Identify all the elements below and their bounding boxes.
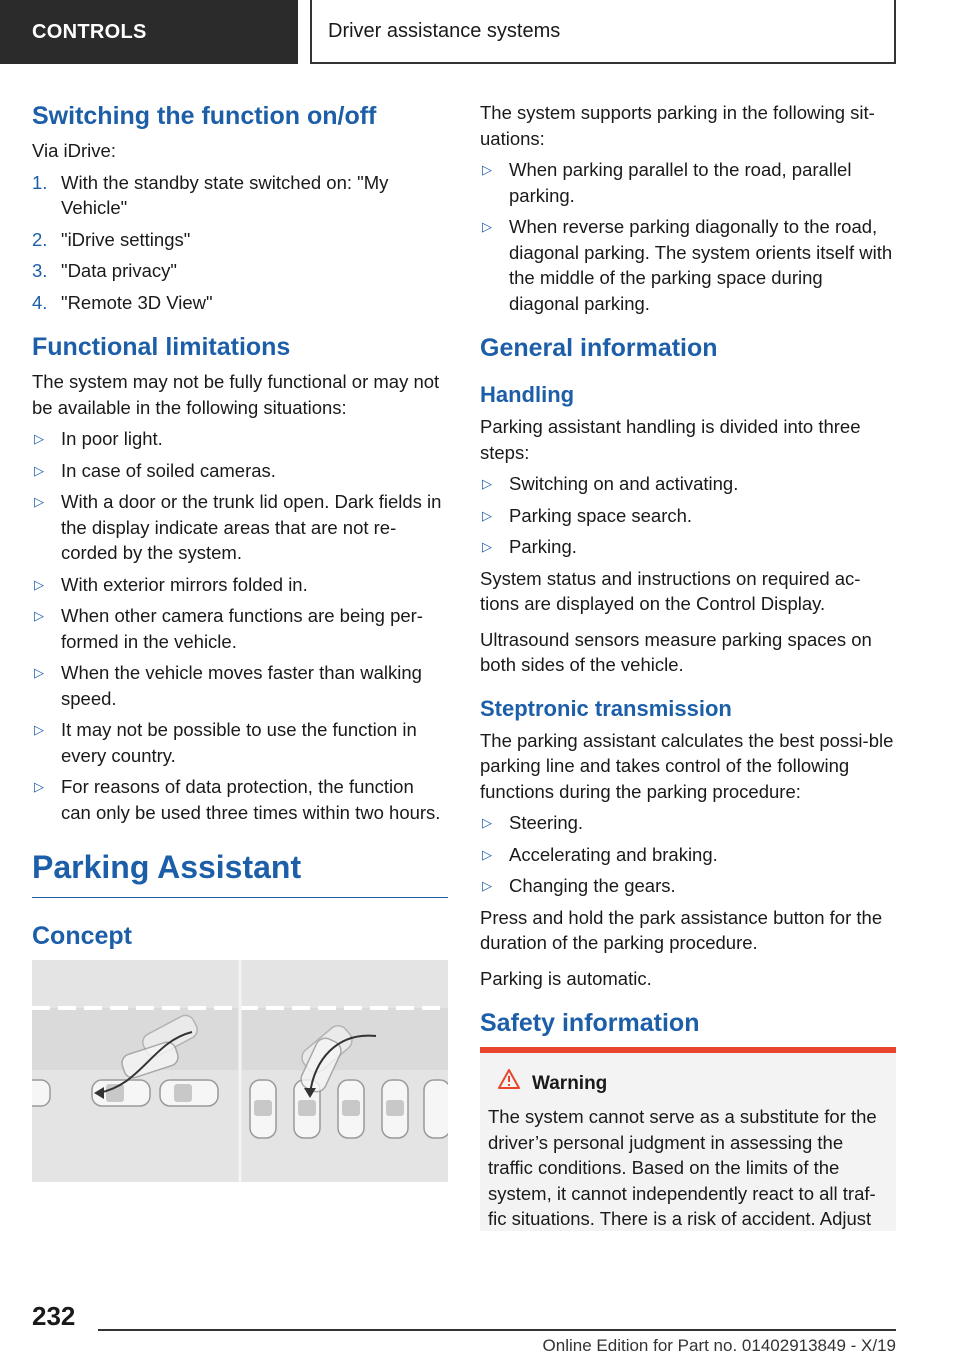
step-text: "Data privacy": [61, 260, 177, 281]
heading-handling: Handling: [480, 382, 575, 407]
item-text: It may not be possible to use the function in every country.: [61, 719, 417, 766]
item-text: For reasons of data protection, the function can only be used three times within two hours.: [61, 776, 441, 823]
list-item: [480, 503, 896, 529]
item-text: In case of soiled cameras.: [61, 459, 276, 481]
item-text: With a door or the trunk lid open. Dark fields in the display indicate areas that are not re‐corded by the system.: [61, 491, 442, 563]
item-text: When other camera functions are being per‐formed in the vehicle.: [61, 605, 423, 652]
heading-limitations: Functional limitations: [32, 333, 291, 361]
list-item: [480, 842, 896, 868]
list-item: [480, 214, 896, 316]
step-number: 4.: [32, 291, 48, 313]
page-number: 232: [32, 1301, 76, 1331]
footer-divider: [98, 1329, 896, 1331]
item-text: With exterior mirrors folded in.: [61, 573, 308, 595]
heading-safety-information: Safety information: [480, 1009, 700, 1037]
triangle-right-icon: ▷: [34, 665, 44, 680]
list-item: [480, 534, 896, 560]
triangle-right-icon: ▷: [34, 608, 44, 623]
limitations-list: [32, 426, 448, 825]
list-item: [480, 873, 896, 899]
triangle-right-icon: ▷: [482, 219, 492, 234]
triangle-right-icon: ▷: [34, 431, 44, 446]
steptronic-para-1: Press and hold the park assistance button for the duration of the parking procedure.: [480, 906, 883, 953]
list-item: [480, 810, 896, 836]
parking-illustration: [32, 960, 448, 1182]
list-item: [32, 774, 448, 825]
list-item: [32, 603, 448, 654]
triangle-right-icon: ▷: [482, 162, 492, 177]
item-text: When reverse parking diagonally to the road, diagonal parking. The system orients itself with the middle of the parking space during diagonal parking.: [509, 216, 893, 314]
step-text: "iDrive settings": [61, 228, 191, 250]
triangle-right-icon: ▷: [482, 539, 492, 554]
step-number: 3.: [32, 260, 48, 281]
list-item: [32, 489, 448, 566]
situations-intro: The system supports parking in the following sit‐uations:: [480, 102, 875, 149]
steptronic-para-2: Parking is automatic.: [480, 967, 652, 989]
list-item: [32, 660, 448, 711]
item-text: Steering.: [509, 812, 584, 833]
list-item: [32, 170, 448, 221]
step-number: 2.: [32, 228, 48, 250]
triangle-right-icon: ▷: [482, 815, 492, 830]
heading-general-information: General information: [480, 334, 718, 362]
triangle-right-icon: ▷: [482, 846, 492, 862]
item-text: Switching on and activating.: [509, 473, 739, 494]
list-item: [32, 458, 448, 484]
warning-text: The system cannot serve as a substitute for the driver’s personal judgment in assessing the traffic conditions. Based on the limits of the system, it cannot independently react to all traf‐fic situations. There is a risk of accident. Adjust: [488, 1106, 877, 1229]
footer-edition: Online Edition for Part no. 01402913849 - X/19: [542, 1336, 896, 1355]
heading-concept: Concept: [32, 922, 132, 950]
steptronic-intro: The parking assistant calculates the best possi‐ble parking line and takes control of the following functions during the parking procedure:: [480, 729, 894, 802]
header-section-tab: CONTROLS: [0, 0, 298, 64]
steptronic-list: [480, 810, 896, 899]
triangle-right-icon: ▷: [482, 476, 492, 491]
warning-triangle-icon: [498, 1069, 520, 1098]
triangle-right-icon: ▷: [482, 507, 492, 523]
triangle-right-icon: ▷: [34, 779, 44, 794]
situations-list: [480, 157, 896, 316]
heading-parking-assistant: Parking Assistant: [32, 847, 448, 898]
handling-para-1: System status and instructions on required ac‐tions are displayed on the Control Display.: [480, 567, 861, 614]
handling-steps: [480, 471, 896, 560]
triangle-right-icon: ▷: [482, 878, 492, 893]
item-text: Parking space search.: [509, 504, 693, 526]
switching-steps: [32, 170, 448, 316]
list-item: [32, 227, 448, 253]
handling-intro: Parking assistant handling is divided into three steps:: [480, 416, 861, 463]
list-item: [32, 258, 448, 284]
step-text: "Remote 3D View": [61, 291, 213, 313]
warning-title-row: [488, 1069, 888, 1098]
warning-title: Warning: [532, 1072, 608, 1094]
switching-intro: Via iDrive:: [32, 140, 116, 161]
right-column: [480, 100, 896, 1231]
list-item: [32, 290, 448, 316]
item-text: Changing the gears.: [509, 875, 676, 896]
step-text: With the standby state switched on: "My Vehicle": [61, 171, 389, 218]
list-item: [32, 426, 448, 452]
step-number: 1.: [32, 171, 48, 193]
heading-steptronic: Steptronic transmission: [480, 695, 732, 721]
heading-switching: Switching the function on/off: [32, 102, 377, 130]
handling-para-2: Ultrasound sensors measure parking spaces on both sides of the vehicle.: [480, 628, 872, 675]
triangle-right-icon: ▷: [34, 494, 44, 509]
left-column: [32, 100, 448, 1182]
item-text: Parking.: [509, 536, 577, 557]
triangle-right-icon: ▷: [34, 462, 44, 478]
warning-box: [480, 1047, 896, 1231]
item-text: When parking parallel to the road, parallel parking.: [509, 159, 852, 206]
triangle-right-icon: ▷: [34, 722, 44, 737]
list-item: [32, 717, 448, 768]
list-item: [480, 471, 896, 497]
item-text: When the vehicle moves faster than walking speed.: [61, 662, 422, 709]
parking-diagram-image: [32, 960, 448, 1182]
header-chapter-title: Driver assistance systems: [310, 0, 896, 64]
list-item: [32, 572, 448, 598]
item-text: Accelerating and braking.: [509, 843, 718, 865]
list-item: [480, 157, 896, 208]
item-text: In poor light.: [61, 428, 163, 449]
limitations-intro: The system may not be fully functional or may not be available in the following situations:: [32, 371, 440, 418]
triangle-right-icon: ▷: [34, 576, 44, 592]
